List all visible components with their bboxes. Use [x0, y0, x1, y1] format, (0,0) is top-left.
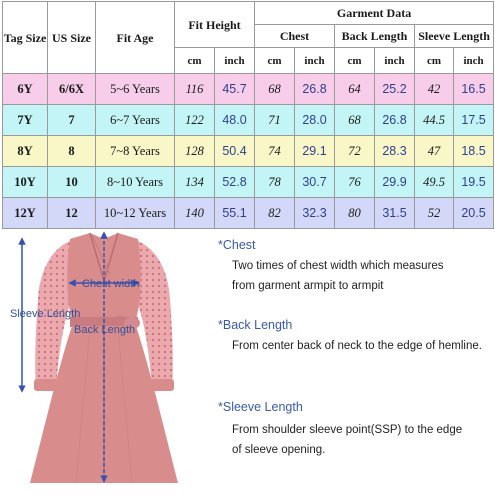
chest-inch-cell: 30.7: [295, 167, 335, 198]
header-fit-age: Fit Age: [96, 2, 175, 74]
sleeve-length-inch-cell: 18.5: [454, 136, 494, 167]
height-cm-cell: 134: [175, 167, 215, 198]
back-length-inch-cell: 26.8: [375, 105, 415, 136]
sleeve-length-cm-cell: 42: [415, 74, 454, 105]
height-inch-cell: 48.0: [215, 105, 255, 136]
height-cm-cell: 116: [175, 74, 215, 105]
back-length-note: [218, 318, 490, 356]
us-size-cell: 8: [48, 136, 96, 167]
header-unit-cm: cm: [415, 48, 454, 74]
chest-cm-cell: 78: [255, 167, 295, 198]
sleeve-length-inch-cell: 16.5: [454, 74, 494, 105]
back-length-note-title: *Back Length: [218, 318, 293, 332]
back-length-inch-cell: 31.5: [375, 198, 415, 229]
height-cm-cell: 128: [175, 136, 215, 167]
chest-note: [218, 238, 490, 296]
chest-cm-cell: 68: [255, 74, 295, 105]
sleeve-length-cm-cell: 52: [415, 198, 454, 229]
height-inch-cell: 55.1: [215, 198, 255, 229]
back-length-note-line: From center back of neck to the edge of hemline.: [232, 340, 482, 352]
sleeve-length-inch-cell: 19.5: [454, 167, 494, 198]
chest-inch-cell: 32.3: [295, 198, 335, 229]
sleeve-length-note-body: [218, 420, 490, 460]
back-length-label: Back Length: [74, 324, 136, 336]
header-us-size: US Size: [48, 2, 96, 74]
sleeve-length-note-title: *Sleeve Length: [218, 400, 303, 414]
table-row: [3, 167, 494, 198]
fit-age-cell: 6~7 Years: [96, 105, 175, 136]
header-unit-cm: cm: [255, 48, 295, 74]
chest-note-body: [218, 256, 490, 296]
chest-note-line: from garment armpit to armpit: [232, 280, 384, 292]
size-chart-table: [2, 1, 494, 229]
header-back-length: Back Length: [335, 25, 415, 48]
header-garment-data: Garment Data: [255, 2, 494, 25]
table-row: [3, 105, 494, 136]
height-cm-cell: 140: [175, 198, 215, 229]
chest-inch-cell: 26.8: [295, 74, 335, 105]
sleeve-length-cm-cell: 44.5: [415, 105, 454, 136]
chest-inch-cell: 29.1: [295, 136, 335, 167]
header-unit-inch: inch: [295, 48, 335, 74]
back-length-cm-cell: 72: [335, 136, 375, 167]
sleeve-length-label: Sleeve Length: [10, 308, 81, 320]
table-row: [3, 74, 494, 105]
sleeve-length-inch-cell: 17.5: [454, 105, 494, 136]
fit-age-cell: 5~6 Years: [96, 74, 175, 105]
back-length-inch-cell: 25.2: [375, 74, 415, 105]
back-length-cm-cell: 76: [335, 167, 375, 198]
height-cm-cell: 122: [175, 105, 215, 136]
chest-inch-cell: 28.0: [295, 105, 335, 136]
table-row: [3, 198, 494, 229]
us-size-cell: 12: [48, 198, 96, 229]
sleeve-length-note-line: From shoulder sleeve point(SSP) to the edge: [232, 424, 463, 436]
chest-cm-cell: 82: [255, 198, 295, 229]
sleeve-length-note: [218, 400, 490, 460]
height-inch-cell: 45.7: [215, 74, 255, 105]
us-size-cell: 10: [48, 167, 96, 198]
header-fit-height: Fit Height: [175, 2, 255, 48]
back-length-note-body: [218, 336, 490, 356]
us-size-cell: 6/6X: [48, 74, 96, 105]
chest-note-title: *Chest: [218, 238, 256, 252]
header-sleeve-length: Sleeve Length: [415, 25, 494, 48]
dress-illustration: [0, 229, 210, 494]
header-tag-size: Tag Size: [3, 2, 48, 74]
chest-cm-cell: 74: [255, 136, 295, 167]
sleeve-length-inch-cell: 20.5: [454, 198, 494, 229]
table-row: [3, 136, 494, 167]
height-inch-cell: 52.8: [215, 167, 255, 198]
tag-size-cell: 6Y: [3, 74, 48, 105]
back-length-cm-cell: 64: [335, 74, 375, 105]
header-unit-inch: inch: [454, 48, 494, 74]
fit-age-cell: 7~8 Years: [96, 136, 175, 167]
tag-size-cell: 7Y: [3, 105, 48, 136]
sleeve-length-cm-cell: 49.5: [415, 167, 454, 198]
dress-drawing: [0, 229, 210, 494]
chest-note-line: Two times of chest width which measures: [232, 260, 444, 272]
tag-size-cell: 8Y: [3, 136, 48, 167]
back-length-inch-cell: 29.9: [375, 167, 415, 198]
sleeve-length-note-line: of sleeve opening.: [232, 444, 326, 456]
header-unit-cm: cm: [335, 48, 375, 74]
sleeve-length-cm-cell: 47: [415, 136, 454, 167]
height-inch-cell: 50.4: [215, 136, 255, 167]
back-length-cm-cell: 68: [335, 105, 375, 136]
back-length-inch-cell: 28.3: [375, 136, 415, 167]
header-unit-inch: inch: [375, 48, 415, 74]
us-size-cell: 7: [48, 105, 96, 136]
tag-size-cell: 10Y: [3, 167, 48, 198]
fit-age-cell: 8~10 Years: [96, 167, 175, 198]
header-chest: Chest: [255, 25, 335, 48]
back-length-cm-cell: 80: [335, 198, 375, 229]
chest-width-label: Chest width: [82, 278, 140, 290]
tag-size-cell: 12Y: [3, 198, 48, 229]
header-unit-cm: cm: [175, 48, 215, 74]
chest-cm-cell: 71: [255, 105, 295, 136]
bodice: [67, 233, 141, 319]
fit-age-cell: 10~12 Years: [96, 198, 175, 229]
header-unit-inch: inch: [215, 48, 255, 74]
